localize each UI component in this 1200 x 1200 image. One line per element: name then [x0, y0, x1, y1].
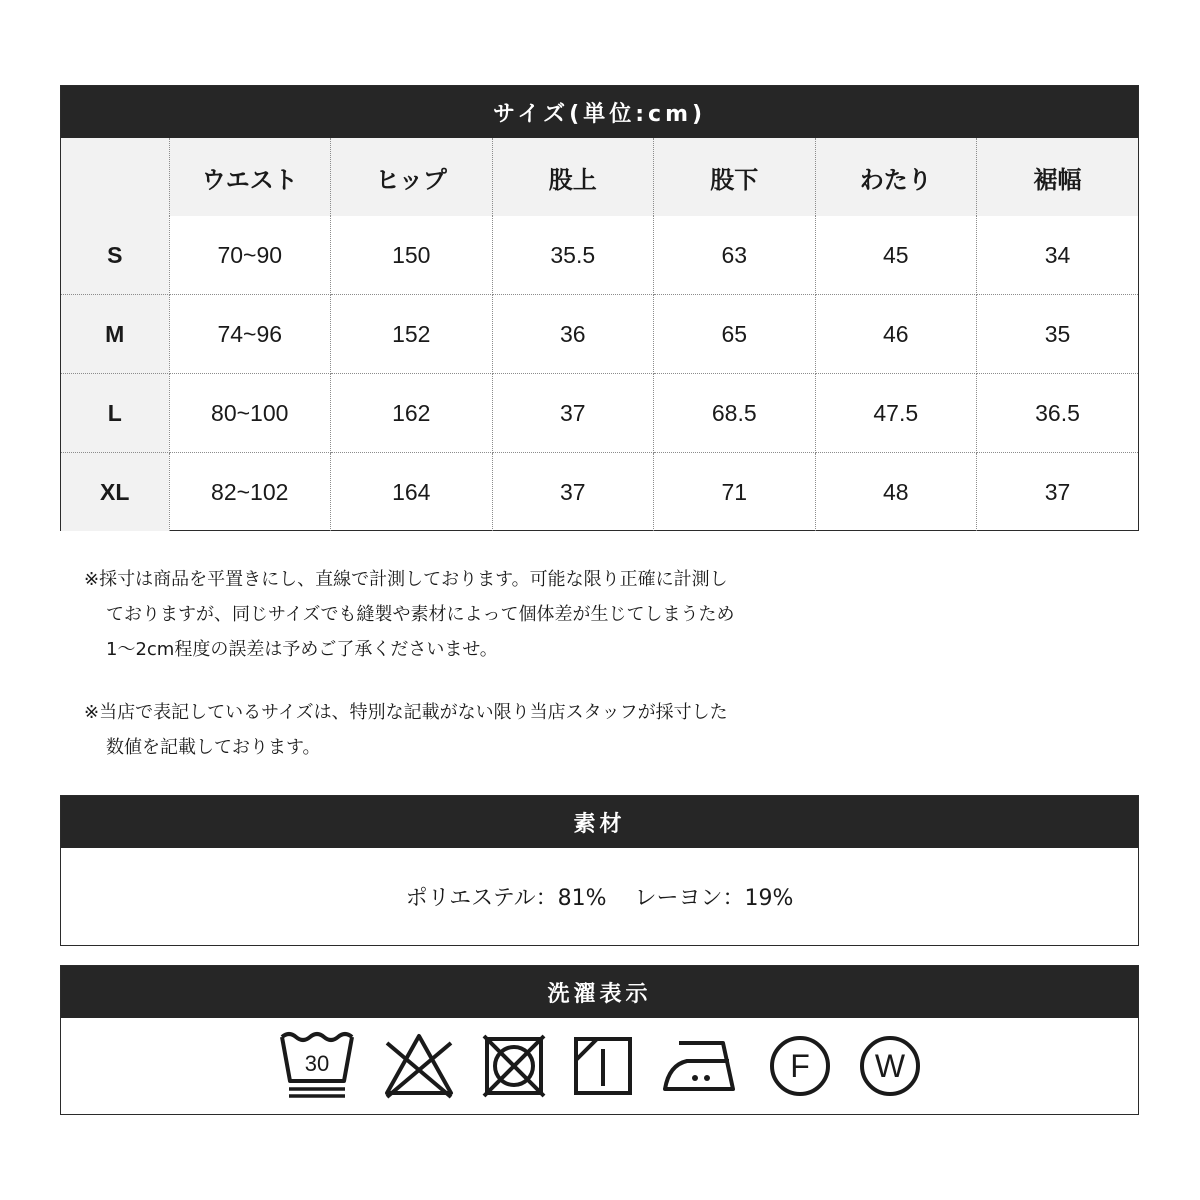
- note-line: 1〜2cm程度の誤差は予めご了承くださいませ。: [106, 639, 498, 660]
- header-hip: ヒップ: [331, 138, 493, 216]
- care-symbols: [61, 1018, 1138, 1114]
- note-line: ※当店で表記しているサイズは、特別な記載がない限り当店スタッフが採寸した: [84, 702, 728, 723]
- material-title: 素材: [61, 796, 1138, 848]
- table-cell: 150: [331, 216, 493, 295]
- material-body: [61, 848, 1138, 945]
- table-cell: 82~102: [169, 453, 331, 532]
- table-row: [61, 216, 1138, 295]
- header-rise: 股上: [492, 138, 654, 216]
- table-cell: 48: [815, 453, 977, 532]
- size-label: M: [61, 295, 169, 374]
- table-cell: 80~100: [169, 374, 331, 453]
- header-waist: ウエスト: [169, 138, 331, 216]
- table-cell: 65: [654, 295, 816, 374]
- dry-clean-letter: F: [789, 1048, 810, 1084]
- material-item-polyester: ポリエステル：81%: [405, 886, 607, 911]
- table-cell: 46: [815, 295, 977, 374]
- table-row: [61, 453, 1138, 532]
- table-cell: 45: [815, 216, 977, 295]
- table-cell: 37: [492, 374, 654, 453]
- table-cell: 37: [492, 453, 654, 532]
- measurement-note: [84, 562, 1124, 667]
- wet-clean-w-icon: [857, 1033, 923, 1099]
- table-cell: 36: [492, 295, 654, 374]
- table-cell: 74~96: [169, 295, 331, 374]
- no-bleach-icon: [381, 1031, 457, 1101]
- header-thigh: わたり: [815, 138, 977, 216]
- header-hem-width: 裾幅: [977, 138, 1139, 216]
- table-cell: 37: [1044, 478, 1071, 505]
- size-source-note: [84, 695, 1124, 765]
- note-line: ※採寸は商品を平置きにし、直線で計測しております。可能な限り正確に計測し: [84, 569, 728, 590]
- note-line: ておりますが、同じサイズでも縫製や素材によって個体差が生じてしまうため: [106, 604, 735, 625]
- table-cell: 71: [654, 453, 816, 532]
- size-label: L: [61, 374, 169, 453]
- material-section: [60, 795, 1139, 946]
- no-tumble-dry-icon: [481, 1033, 547, 1099]
- table-cell: 34: [977, 216, 1139, 295]
- wet-clean-letter: W: [874, 1048, 905, 1084]
- table-cell: 47.5: [815, 374, 977, 453]
- header-corner: [61, 138, 169, 216]
- table-cell: 70~90: [169, 216, 331, 295]
- low-iron-icon: [659, 1033, 743, 1099]
- care-title: 洗濯表示: [61, 966, 1138, 1018]
- size-table-title: サイズ(単位:cm): [61, 86, 1138, 138]
- table-cell: 35: [977, 295, 1139, 374]
- table-cell: 63: [654, 216, 816, 295]
- table-cell: 162: [331, 374, 493, 453]
- header-inseam: 股下: [654, 138, 816, 216]
- dry-clean-f-icon: [767, 1033, 833, 1099]
- wash-temp-label: 30: [304, 1051, 329, 1076]
- size-table: [61, 138, 1138, 531]
- care-section: [60, 965, 1139, 1115]
- size-table-header-row: [61, 138, 1138, 216]
- wash-30-icon: [277, 1031, 357, 1101]
- line-dry-icon: [571, 1034, 635, 1098]
- table-row: [61, 295, 1138, 374]
- table-cell: 35.5: [492, 216, 654, 295]
- size-label: S: [61, 216, 169, 295]
- size-label: XL: [61, 453, 169, 532]
- size-section: [60, 85, 1139, 531]
- table-cell: 164: [331, 453, 493, 532]
- table-cell: 36.5: [977, 374, 1139, 453]
- table-cell: 152: [331, 295, 493, 374]
- table-cell: 68.5: [654, 374, 816, 453]
- note-line: 数値を記載しております。: [106, 737, 321, 758]
- material-item-rayon: レーヨン：19%: [634, 886, 794, 911]
- table-row: [61, 374, 1138, 453]
